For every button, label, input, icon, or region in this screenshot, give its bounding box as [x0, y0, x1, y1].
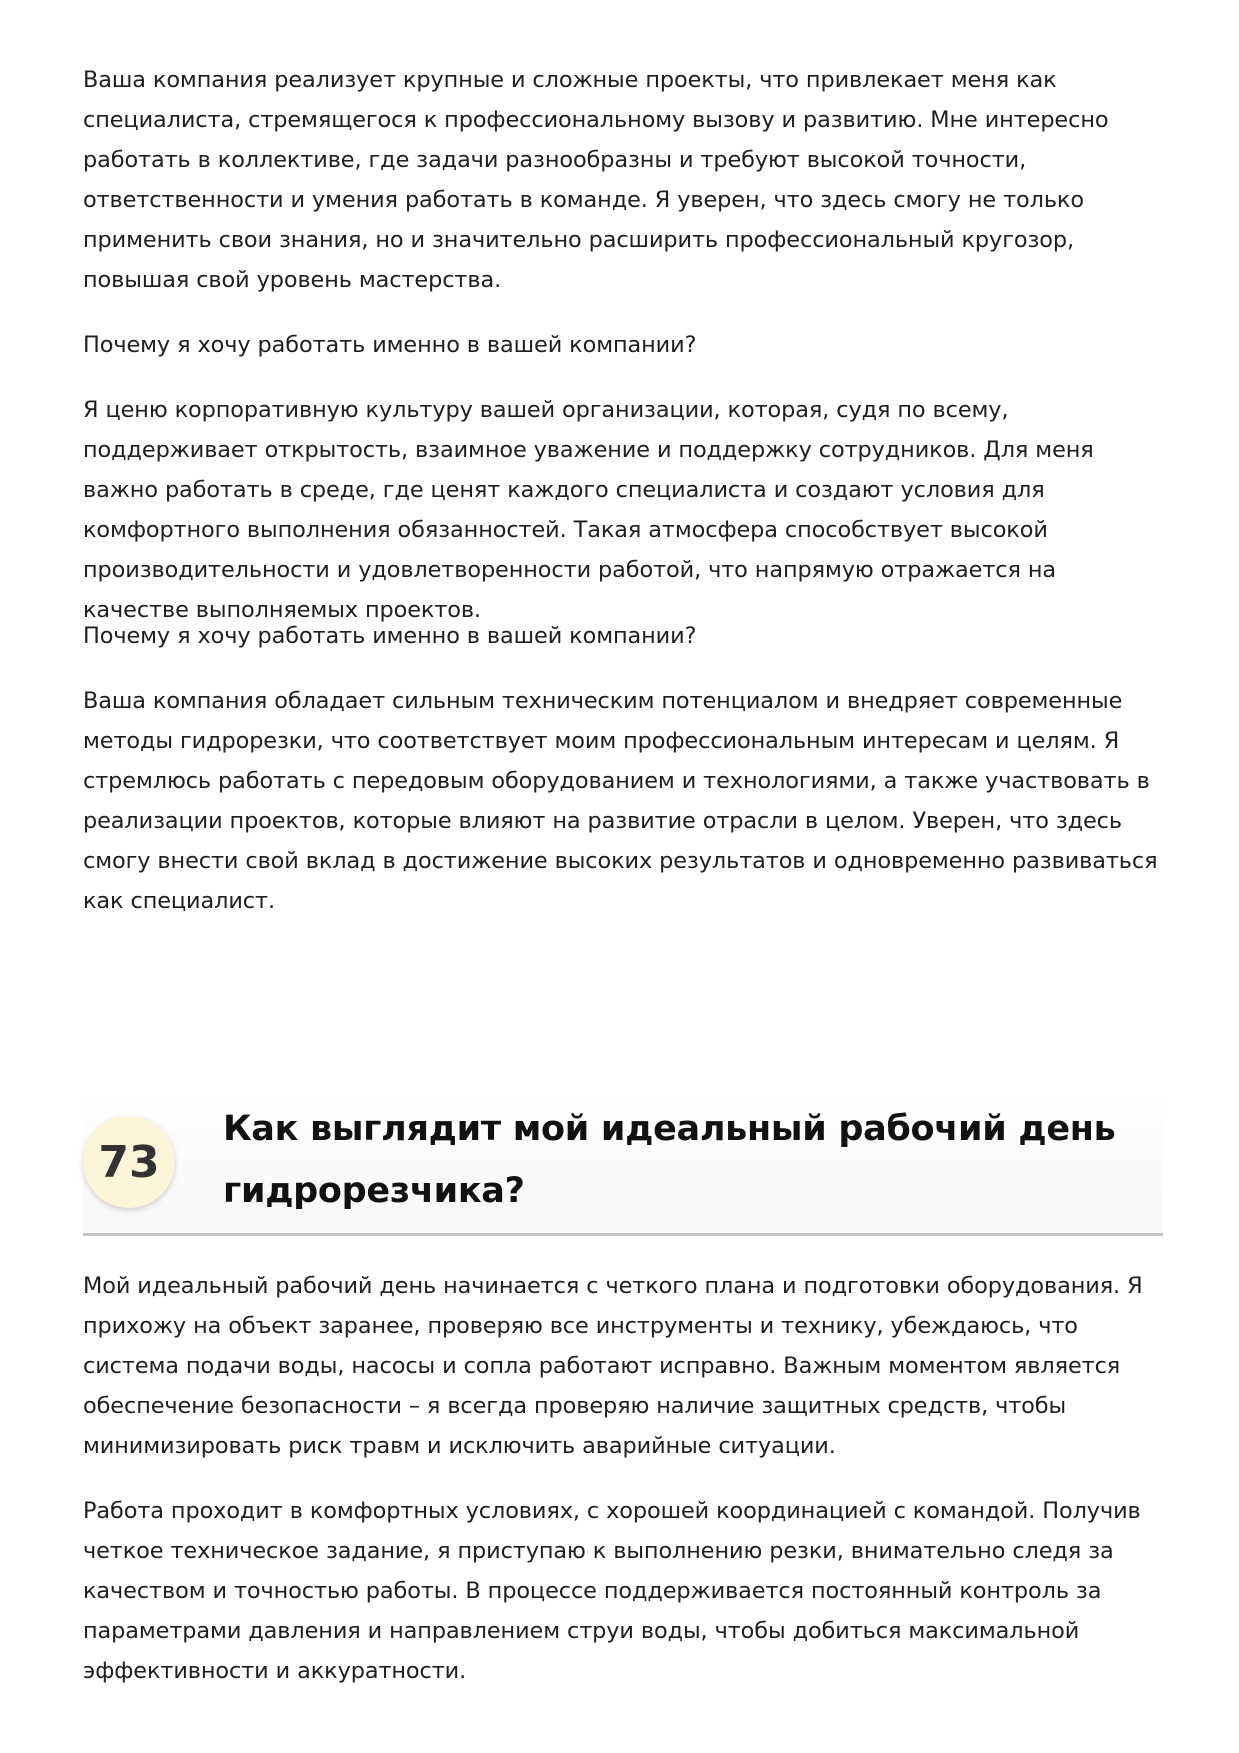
section-header: [83, 1092, 1163, 1236]
question-line: Почему я хочу работать именно в вашей компании?: [83, 332, 697, 358]
section-title: Как выглядит мой идеальный рабочий день гидрорезчика?: [223, 1109, 1116, 1211]
question-line: Почему я хочу работать именно в вашей компании?: [83, 623, 697, 649]
body-paragraph: Ваша компания обладает сильным техническим потенциалом и внедряет современные методы гидрорезки, что соответствует моим профессиональным интересам и целям. Я стремлюсь работать с передовым оборудованием и технологиями, а также участвовать в реализации проектов, которые влияют на развитие отрасли в целом. Уверен, что здесь смогу внести свой вклад в достижение высоких результатов и одновременно развиваться как специалист.: [83, 688, 1158, 914]
body-paragraph: Я ценю корпоративную культуру вашей организации, которая, судя по всему, поддерживает открытость, взаимное уважение и поддержку сотрудников. Для меня важно работать в среде, где ценят каждого специалиста и создают условия для комфортного выполнения обязанностей. Такая атмосфера способствует высокой производительности и удовлетворенности работой, что напрямую отражается на качестве выполняемых проектов.: [83, 397, 1094, 623]
section-number-badge: 73: [83, 1116, 175, 1208]
body-paragraph: Мой идеальный рабочий день начинается с четкого плана и подготовки оборудования. Я прихожу на объект заранее, проверяю все инструменты и технику, убеждаюсь, что система подачи воды, насосы и сопла работают исправно. Важным моментом является обеспечение безопасности – я всегда проверяю наличие защитных средств, чтобы минимизировать риск травм и исключить аварийные ситуации.: [83, 1273, 1143, 1459]
body-paragraph: Работа проходит в комфортных условиях, с хорошей координацией с командой. Получив четкое техническое задание, я приступаю к выполнению резки, внимательно следя за качеством и точностью работы. В процессе поддерживается постоянный контроль за параметрами давления и направлением струи воды, чтобы добиться максимальной эффективности и аккуратности.: [83, 1498, 1141, 1684]
body-paragraph: Ваша компания реализует крупные и сложные проекты, что привлекает меня как специалиста, стремящегося к профессиональному вызову и развитию. Мне интересно работать в коллективе, где задачи разнообразны и требуют высокой точности, ответственности и умения работать в команде. Я уверен, что здесь смогу не только применить свои знания, но и значительно расширить профессиональный кругозор, повышая свой уровень мастерства.: [83, 67, 1109, 293]
